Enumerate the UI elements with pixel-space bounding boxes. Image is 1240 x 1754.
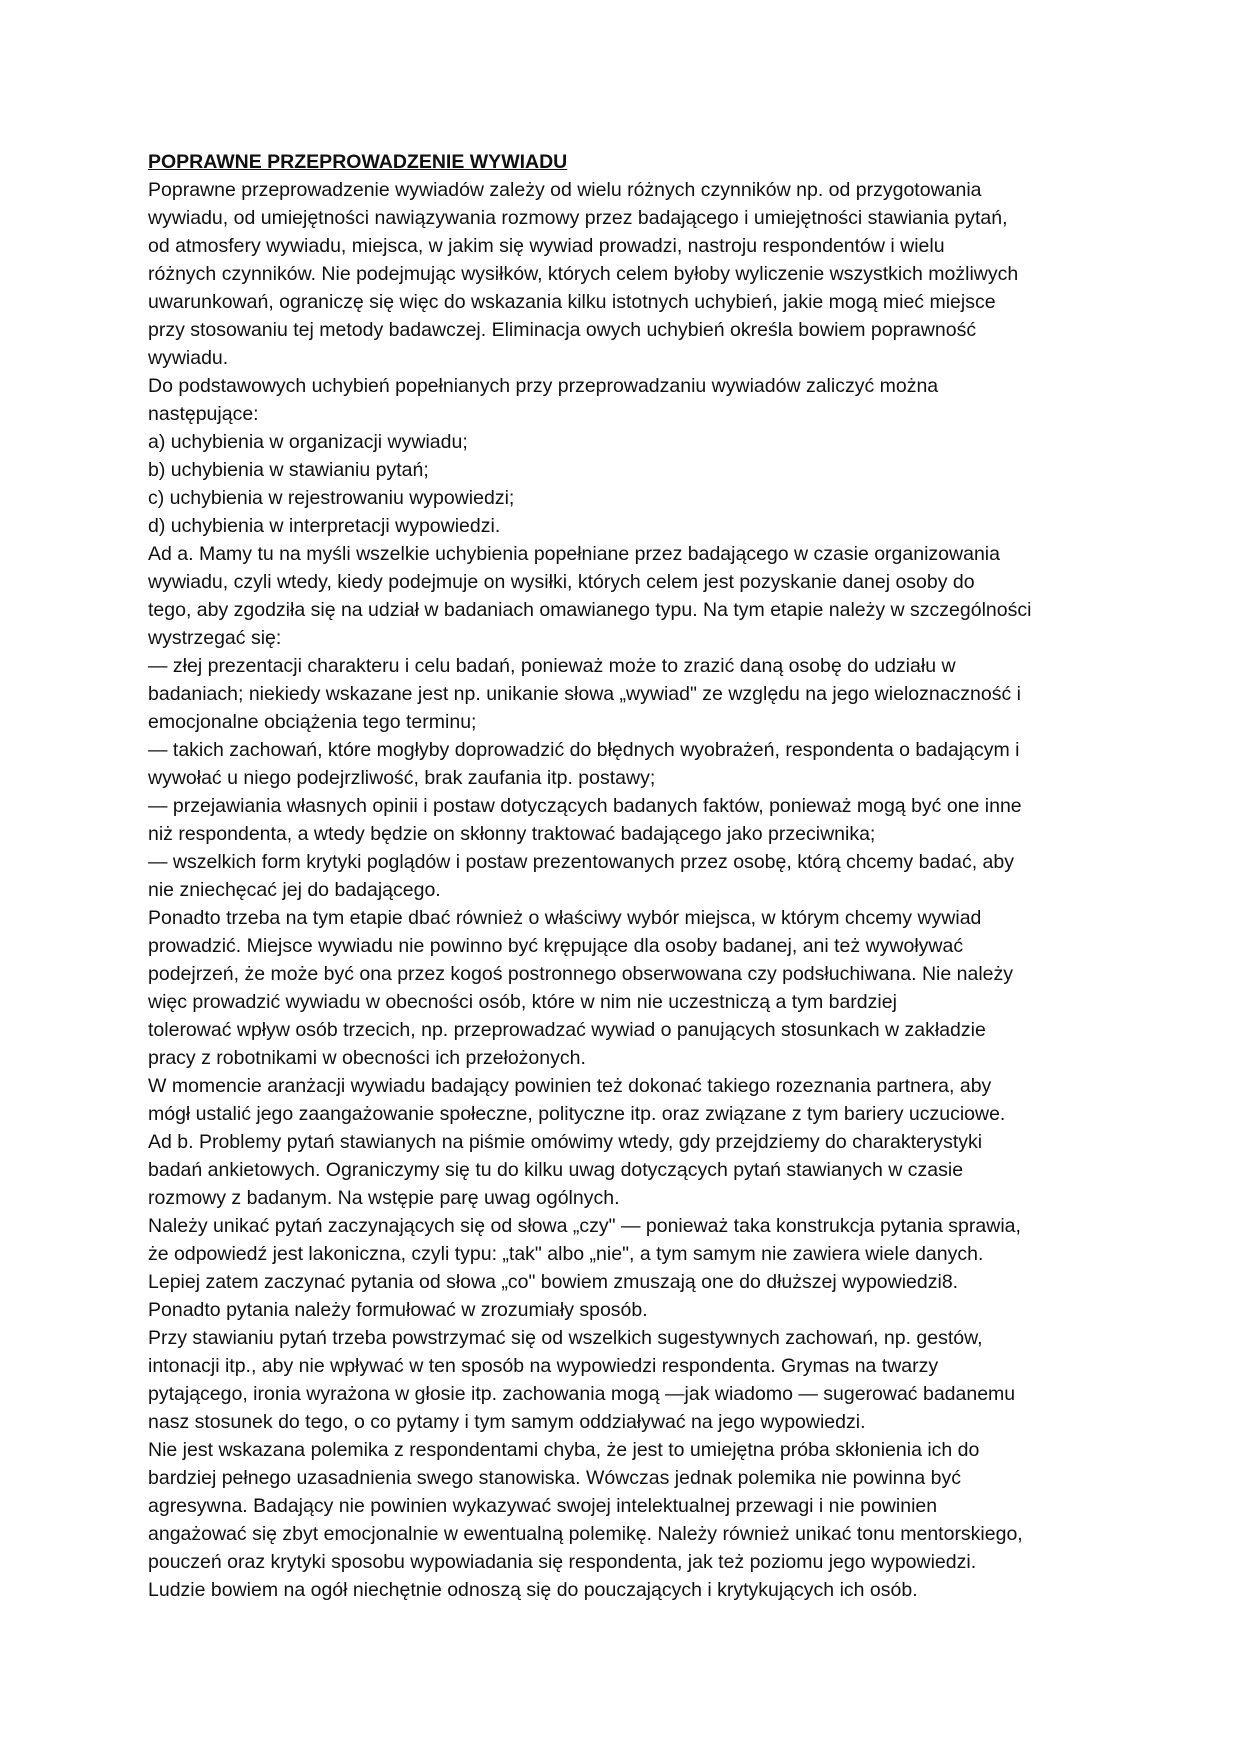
text-line: Przy stawianiu pytań trzeba powstrzymać się od wszelkich sugestywnych zachowań, np. gestów, — [148, 1327, 983, 1349]
text-line: Ad a. Mamy tu na myśli wszelkie uchybienia popełniane przez badającego w czasie organizowania — [148, 543, 1000, 565]
text-line: przy stosowaniu tej metody badawczej. Eliminacja owych uchybień określa bowiem poprawność — [148, 319, 977, 341]
text-line: tego, aby zgodziła się na udział w badaniach omawianego typu. Na tym etapie należy w szczególności — [148, 599, 1032, 621]
text-line: Poprawne przeprowadzenie wywiadów zależy od wielu różnych czynników np. od przygotowania — [148, 179, 982, 201]
text-line: pytającego, ironia wyrażona w głosie itp. zachowania mogą —jak wiadomo — sugerować badanemu — [148, 1383, 1016, 1405]
text-line: tolerować wpływ osób trzecich, np. przeprowadzać wywiad o panujących stosunkach w zakładzie — [148, 1019, 986, 1041]
text-line: angażować się zbyt emocjonalnie w ewentualną polemikę. Należy również unikać tonu mentorskiego, — [148, 1523, 1023, 1545]
text-line: niż respondenta, a wtedy będzie on skłonny traktować badającego jako przeciwnika; — [148, 823, 876, 845]
document-body — [148, 148, 1093, 1604]
text-line: Nie jest wskazana polemika z respondentami chyba, że jest to umiejętna próba skłonienia ich do — [148, 1439, 980, 1461]
text-line: nie zniechęcać jej do badającego. — [148, 879, 441, 901]
text-line: wywiadu. — [148, 347, 229, 369]
text-line: Ponadto pytania należy formułować w zrozumiały sposób. — [148, 1299, 648, 1321]
text-line: Ponadto trzeba na tym etapie dbać również o właściwy wybór miejsca, w którym chcemy wywiad — [148, 907, 982, 929]
text-line: wystrzegać się: — [148, 627, 282, 649]
text-line: od atmosfery wywiadu, miejsca, w jakim się wywiad prowadzi, nastroju respondentów i wielu — [148, 235, 945, 257]
text-line: różnych czynników. Nie podejmując wysiłków, których celem byłoby wyliczenie wszystkich możliwych — [148, 263, 1019, 285]
text-line: — przejawiania własnych opinii i postaw dotyczących badanych faktów, ponieważ mogą być one inne — [148, 795, 1022, 817]
document-title: POPRAWNE PRZEPROWADZENIE WYWIADU — [148, 151, 568, 173]
text-line: podejrzeń, że może być ona przez kogoś postronnego obserwowana czy podsłuchiwana. Nie należy — [148, 963, 1013, 985]
text-line: więc prowadzić wywiadu w obecności osób, które w nim nie uczestniczą a tym bardziej — [148, 991, 897, 1013]
text-line: prowadzić. Miejsce wywiadu nie powinno być krępujące dla osoby badanej, ani też wywoływać — [148, 935, 964, 957]
text-line: Należy unikać pytań zaczynających się od słowa „czy" — ponieważ taka konstrukcja pytania sprawia, — [148, 1215, 1021, 1237]
text-line: bardziej pełnego uzasadnienia swego stanowiska. Wówczas jednak polemika nie powinna być — [148, 1467, 961, 1489]
text-line: intonacji itp., aby nie wpływać w ten sposób na wypowiedzi respondenta. Grymas na twarzy — [148, 1355, 939, 1377]
text-line: Do podstawowych uchybień popełnianych przy przeprowadzaniu wywiadów zaliczyć można — [148, 375, 939, 397]
text-line: rozmowy z badanym. Na wstępie parę uwag ogólnych. — [148, 1187, 620, 1209]
text-line: uwarunkowań, ograniczę się więc do wskazania kilku istotnych uchybień, jakie mogą mieć miejsce — [148, 291, 996, 313]
text-line: następujące: — [148, 403, 259, 425]
text-line: — wszelkich form krytyki poglądów i postaw prezentowanych przez osobę, którą chcemy badać, aby — [148, 851, 1014, 873]
text-line: nasz stosunek do tego, o co pytamy i tym samym oddziaływać na jego wypowiedzi. — [148, 1411, 866, 1433]
text-line: mógł ustalić jego zaangażowanie społeczne, polityczne itp. oraz związane z tym bariery uczuciowe. — [148, 1103, 1006, 1125]
text-line: Ad b. Problemy pytań stawianych na piśmie omówimy wtedy, gdy przejdziemy do charakterystyki — [148, 1131, 983, 1153]
text-line: pouczeń oraz krytyki sposobu wypowiadania się respondenta, jak też poziomu jego wypowiedzi. — [148, 1551, 977, 1573]
text-line: c) uchybienia w rejestrowaniu wypowiedzi; — [148, 487, 515, 509]
text-line: wywiadu, czyli wtedy, kiedy podejmuje on wysiłki, których celem jest pozyskanie danej osoby do — [148, 571, 975, 593]
text-line: d) uchybienia w interpretacji wypowiedzi. — [148, 515, 501, 537]
text-line: W momencie aranżacji wywiadu badający powinien też dokonać takiego rozeznania partnera, aby — [148, 1075, 992, 1097]
text-line: badań ankietowych. Ograniczymy się tu do kilku uwag dotyczących pytań stawianych w czasie — [148, 1159, 964, 1181]
text-line: agresywna. Badający nie powinien wykazywać swojej intelektualnej przewagi i nie powinien — [148, 1495, 938, 1517]
text-line: Lepiej zatem zaczynać pytania od słowa „co" bowiem zmuszają one do dłuższej wypowiedzi8. — [148, 1271, 959, 1293]
text-line: — takich zachowań, które mogłyby doprowadzić do błędnych wyobrażeń, respondenta o badającym i — [148, 739, 1020, 761]
text-line: że odpowiedź jest lakoniczna, czyli typu: „tak" albo „nie", a tym samym nie zawiera wiele danych. — [148, 1243, 984, 1265]
text-line: — złej prezentacji charakteru i celu badań, ponieważ może to zrazić daną osobę do udziału w — [148, 655, 956, 677]
text-line: b) uchybienia w stawianiu pytań; — [148, 459, 429, 481]
text-line: pracy z robotnikami w obecności ich przełożonych. — [148, 1047, 586, 1069]
text-line: wywiadu, od umiejętności nawiązywania rozmowy przez badającego i umiejętności stawiania pytań, — [148, 207, 1008, 229]
text-line: emocjonalne obciążenia tego terminu; — [148, 711, 477, 733]
text-line: Ludzie bowiem na ogół niechętnie odnoszą się do pouczających i krytykujących ich osób. — [148, 1579, 918, 1601]
text-line: wywołać u niego podejrzliwość, brak zaufania itp. postawy; — [148, 767, 656, 789]
text-line: badaniach; niekiedy wskazane jest np. unikanie słowa „wywiad" ze względu na jego wieloznaczność i — [148, 683, 1021, 705]
text-line: a) uchybienia w organizacji wywiadu; — [148, 431, 468, 453]
